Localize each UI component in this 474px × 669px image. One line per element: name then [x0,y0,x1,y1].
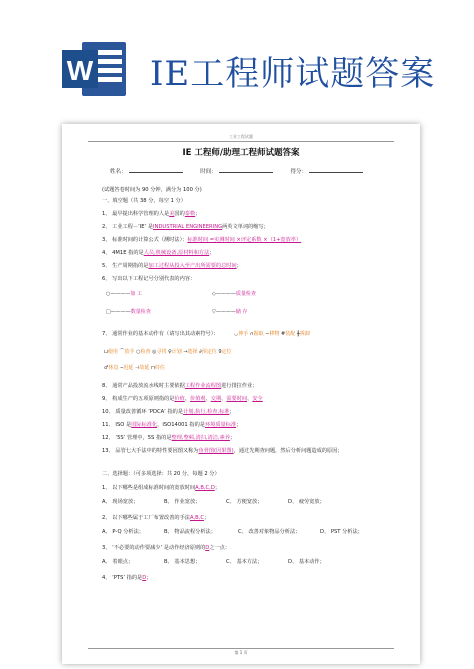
name-field[interactable] [129,172,183,173]
question-11: 11、 ISO 是国际标准化，ISO14001 指的是环境质量标准； [102,422,242,428]
choice-1-options: A、 现场宽放； B、 作业宽放； C、 方便宽放； D、 疲劳宽放； [102,499,325,505]
question-13: 13、 品管七大手法中的特性要因图又称为鱼骨图(因果图)，通过先期查问题，然后分析问题造成的原因； [102,448,343,454]
page-header-text: 工业工程试题 [229,134,253,139]
process-symbol-quality: ◇————质量检查 [212,291,256,297]
choice-question-3: 3、 ‘不必要的动作要减少’ 是动作经济原则的D之一点： [102,545,231,551]
question-4: 4、 4M1E 指的是人员,机械设备,原材料和方法； [102,250,215,256]
word-letter: W [66,55,94,86]
score-label: 得分： [290,169,308,175]
section2-heading: 二、选择题：（可多项选择：共 20 分，每题 2 分） [102,471,220,477]
section1-heading: 一、填空题（共 38 分，每空 1 分） [102,198,186,204]
question-6: 6、 写出以下工程记号分别代表的内容： [102,276,196,282]
question-7: 7、 通常作业的基本动作有（请写出其动素符号）： [102,331,219,337]
exam-note: (试题答卷时间为 90 分钟，满分为 100 分) [102,187,202,193]
therblig-row-3: ♂休息 ⌣迟延 ⊣故延 ⊓持住 [104,365,165,371]
header-divider [88,141,394,142]
question-2: 2、 工业工程－‘IE’ 是INDUSTRIAL ENGINEERING两英文单词的缩写； [102,224,269,230]
question-10: 10、 质量改善循环 ‘PDCA’ 指的是计划,执行,检查,标准； [102,409,235,415]
question-5: 5、 生产周期指的是加工过程从投入至产出所需要的总时间； [102,263,242,269]
banner [0,0,474,108]
footer-divider [88,648,394,649]
document-title: IE 工程师/助理工程师试题答案 [182,148,300,158]
choice-question-2: 2、 以下哪些属于工厂布置改善的手法A,B,C； [102,515,210,521]
info-fields [110,167,379,175]
time-field[interactable] [219,172,273,173]
choice-2-options: A、 P-Q 分析法； B、 物品流程分析法； C、 改善对象物品分析法； D、 PST 分析法； [102,529,363,535]
therblig-row-1: ◡伸手 ∩握取 ∽移物 #装配 ╫拆卸 [234,331,310,337]
process-symbol-operation: ○————加 工 [106,291,142,297]
question-9: 9、 构成生产的五项原则指的是价值、价值观、交期、需要时间、安全 [102,396,263,402]
document-page [62,124,420,664]
question-1: 1、 最早提出科学管理的人是美国的泰勒； [102,211,201,217]
choice-question-4: 4、 ‘PTS’ 指的是D； [102,575,152,581]
process-symbol-quantity: □————数量检查 [106,309,151,315]
choice-question-1: 1、 以下哪些是组成标准时间的宽放时间A,B,C,D； [102,485,221,491]
word-doc-icon [62,40,128,98]
question-3: 3、 标准时间的计算公式（测时法）：标准时间 =实测时间 ×评定系数 ×（1+宽放率） [102,237,302,243]
therblig-row-2: ⊔使用 ⌒放手 ○检查 ◎寻找 ♀计划 →选择 ∂预定位 9定位 [104,349,232,355]
score-field[interactable] [309,172,363,173]
question-12: 12、 ‘5S’ 管理中，5S 指的是整理,整顿,清扫,清洁,素养； [102,435,236,441]
process-symbol-storage: ▽————储 存 [212,309,248,315]
question-8: 8、 通常产品投放流水线时主要依据工程作业流程图进行排拉作业； [102,383,258,389]
time-label: 时间： [200,169,217,175]
page-number: 第 1 页 [234,650,248,655]
choice-3-options: A、 着眼点； B、 基本思想； C、 基本方法； D、 基本动作； [102,559,325,565]
banner-title: IE工程师试题答案 [150,54,436,94]
name-label: 姓名： [110,169,127,175]
